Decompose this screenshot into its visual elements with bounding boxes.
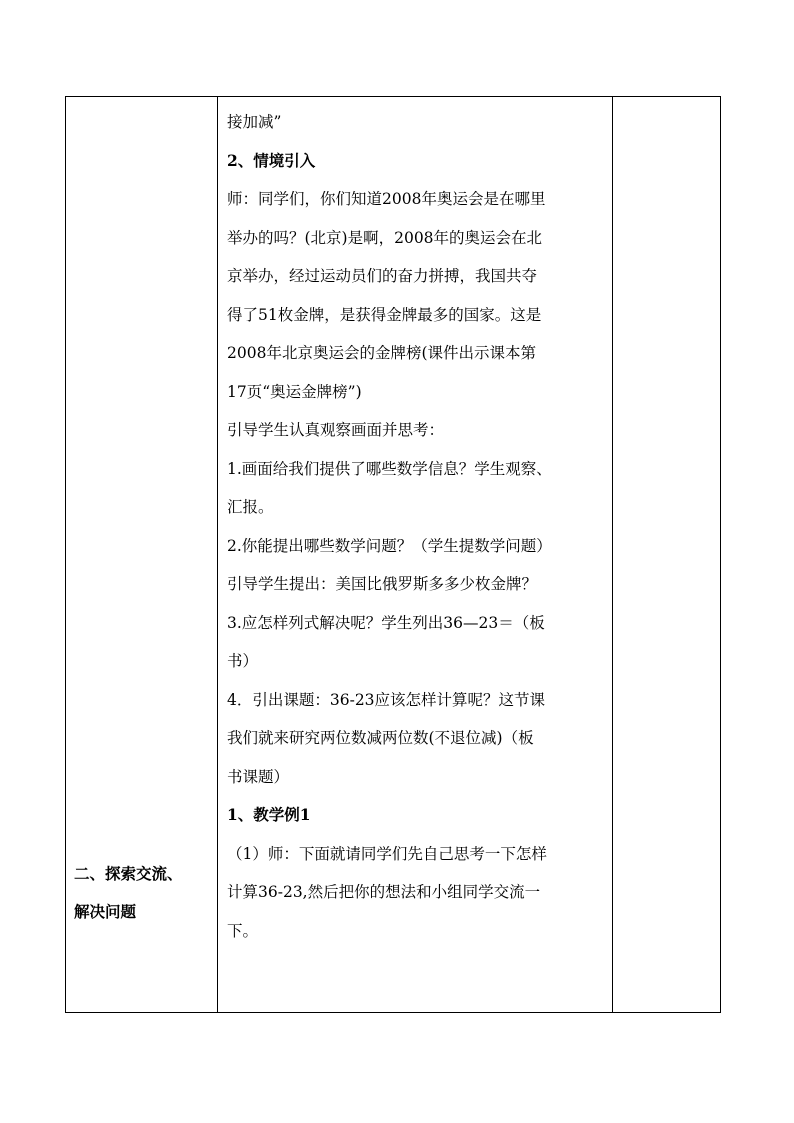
content-line: 引导学生认真观察画面并思考： <box>227 421 445 439</box>
content-line: 2.你能提出哪些数学问题？（学生提数学问题） <box>227 536 552 555</box>
section-heading: 1、教学例1 <box>227 805 311 824</box>
content-line: 17页“奥运金牌榜”) <box>227 382 362 401</box>
stage-heading-line: 二、探索交流、 <box>74 864 183 883</box>
content-column-cell <box>218 97 613 1013</box>
table-row <box>66 97 721 1013</box>
stage-column <box>66 97 217 1012</box>
content-line: 汇报。 <box>227 498 274 516</box>
content-line: 2008年北京奥运会的金牌榜(课件出示课本第 <box>227 344 536 362</box>
content-line: （1）师：下面就请同学们先自己思考一下怎样 <box>227 844 547 863</box>
content-line: 师：同学们，你们知道2008年奥运会是在哪里 <box>227 190 546 208</box>
content-line: 我们就来研究两位数减两位数(不退位减)（板 <box>227 729 534 747</box>
stage-heading <box>74 855 214 931</box>
content-line: 书课题） <box>227 767 290 786</box>
stage-column-cell <box>66 97 218 1013</box>
content-line: 举办的吗？(北京)是啊，2008年的奥运会在北 <box>227 228 543 247</box>
content-line: 下。 <box>227 921 259 940</box>
content-line: 3.应怎样列式解决呢？学生列出36—23＝（板 <box>227 613 545 632</box>
content-line: 书） <box>227 652 259 670</box>
content-line: 京举办，经过运动员们的奋力拼搏，我国共夺 <box>227 267 538 285</box>
content-line: 接加减” <box>227 113 282 131</box>
section-heading: 2、情境引入 <box>227 150 316 170</box>
content-line: 1.画面给我们提供了哪些数学信息？学生观察、 <box>227 459 552 478</box>
content-line: 计算36-23,然后把你的想法和小组同学交流一 <box>227 883 541 901</box>
content-line: 得了51枚金牌，是获得金牌最多的国家。这是 <box>227 305 542 324</box>
lesson-plan-table <box>65 96 721 1013</box>
stage-heading-line: 解决问题 <box>74 902 137 921</box>
content-line: 引导学生提出：美国比俄罗斯多多少枚金牌？ <box>227 575 538 593</box>
notes-column-cell <box>613 97 721 1013</box>
content-line: 4．引出课题：36-23应该怎样计算呢？这节课 <box>227 690 546 709</box>
lesson-content <box>218 97 612 950</box>
